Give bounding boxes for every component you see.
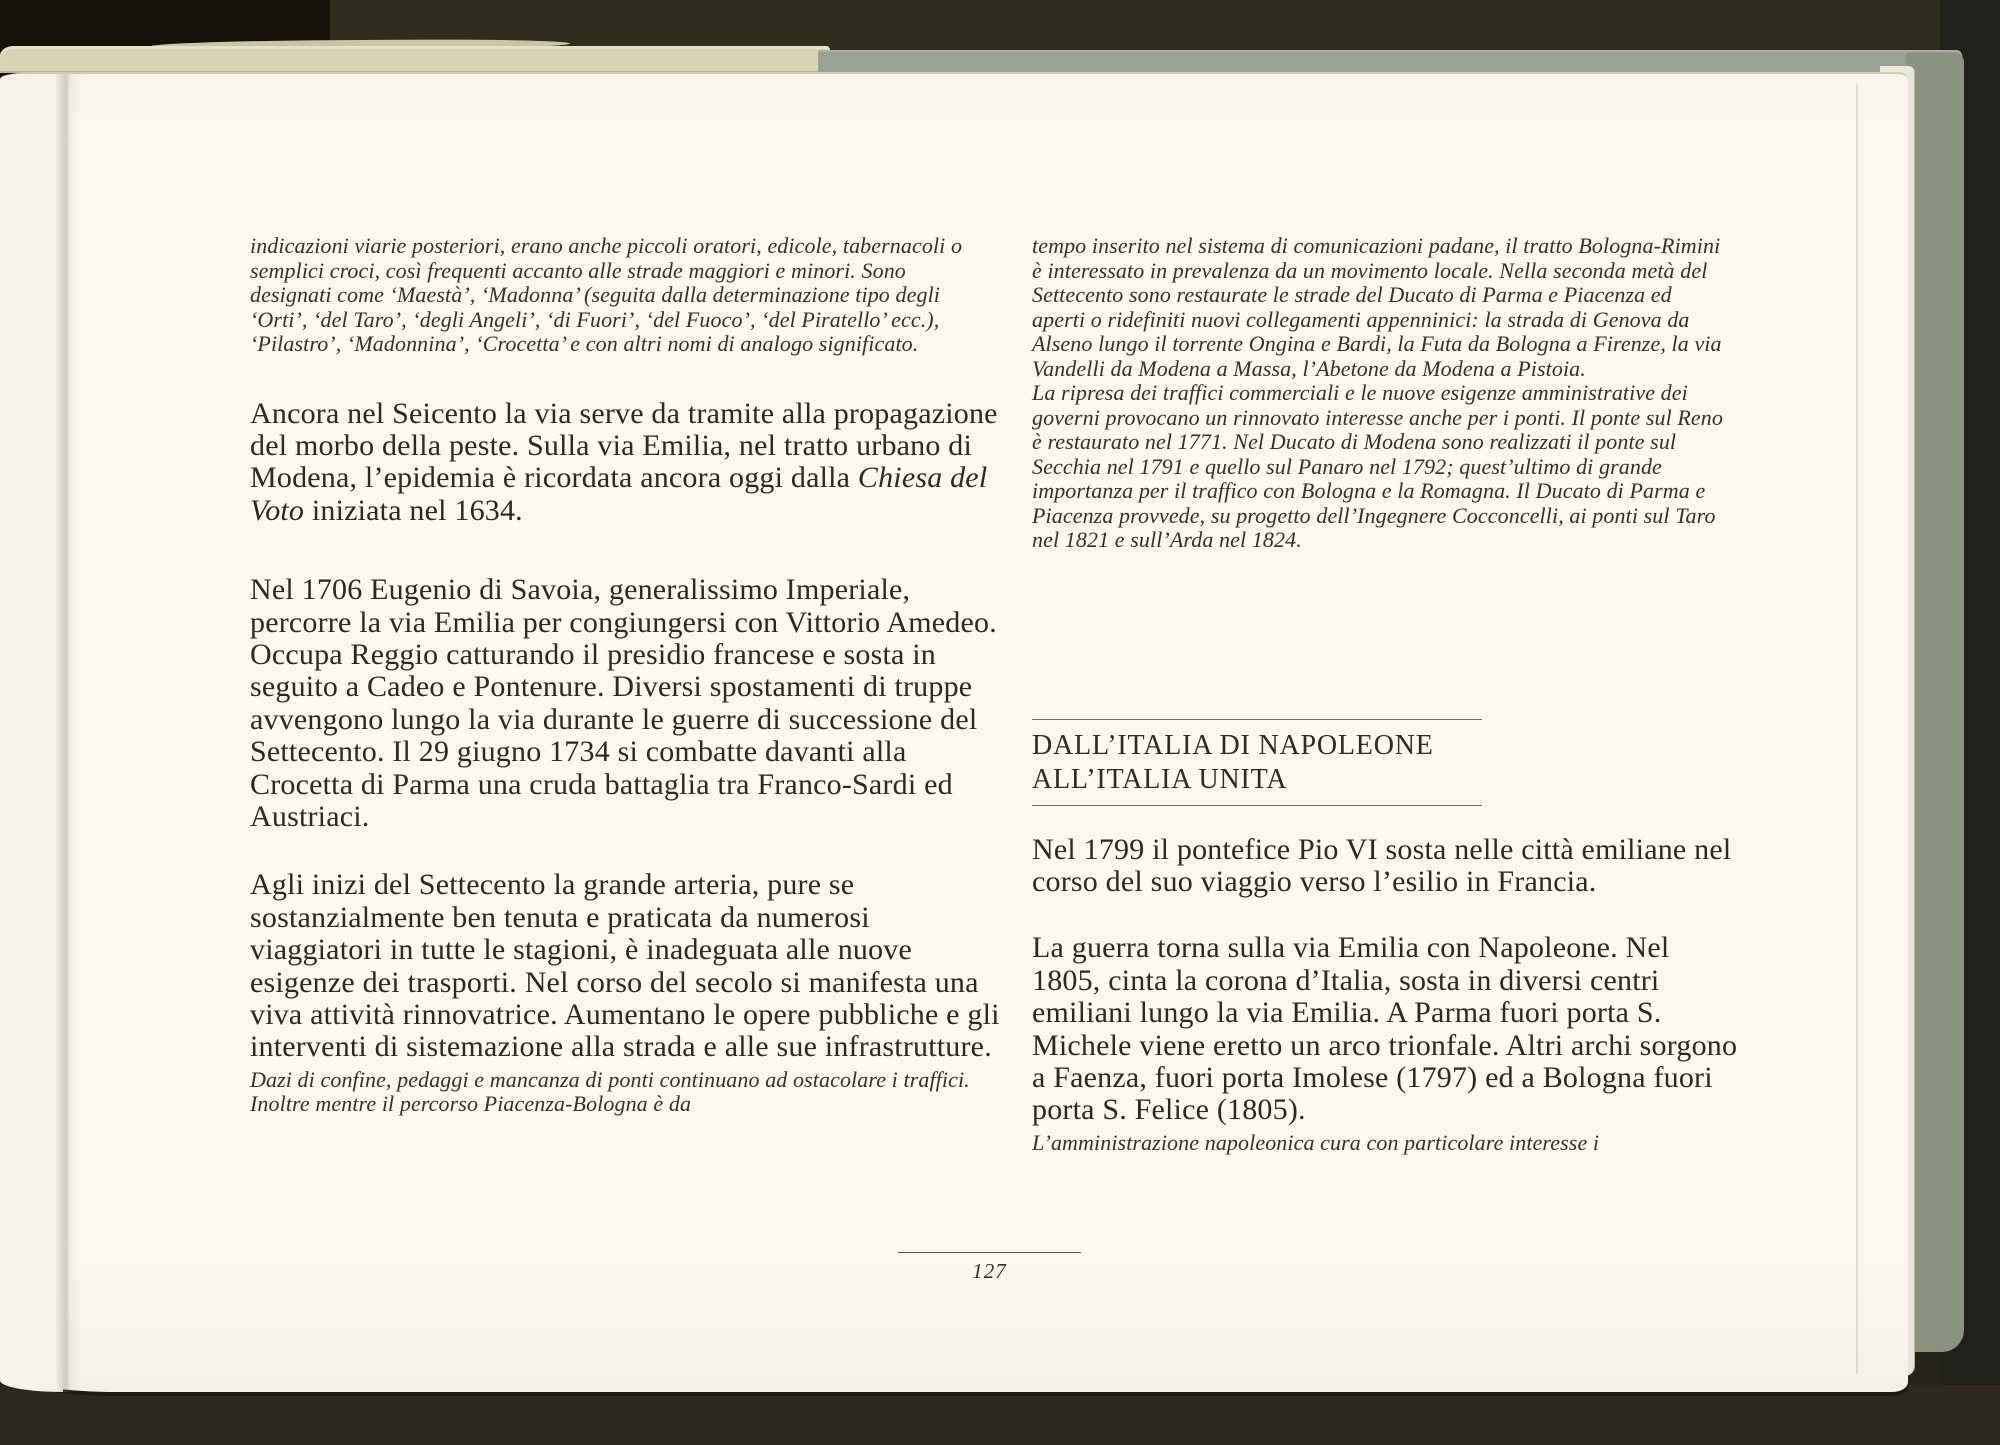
paragraph-1799: Nel 1799 il pontefice Pio VI sosta nelle città emiliane nel corso del suo viaggio verso l’esilio in Francia. [1032,832,1732,898]
paragraph-settecento: Agli inizi del Settecento la grande arteria, pure se sostanzialmente ben tenuta e praticata da numerosi viaggiatori in tutte le stagioni, è inadeguata alle nuove esigenze dei trasporti. Nel corso del secolo si manifesta una viva attività rinnovatrice. Aumentano le opere pubbliche e gli interventi di sistemazione alla strada e alle sue infrastrutture. [250,868,1000,1064]
paragraph-1706: Nel 1706 Eugenio di Savoia, generalissimo Imperiale, percorre la via Emilia per congiungersi con Vittorio Amedeo. Occupa Reggio catturando il presidio francese e sosta in seguito a Cadeo e Pontenure. Diversi spostamenti di truppe avvengono lungo la via durante le guerre di successione del Settecento. Il 29 giugno 1734 si combatte davanti alla Crocetta di Parma una cruda battaglia tra Franco-Sardi ed Austriaci. [250,573,997,833]
page-stack-top-edge [0,46,830,73]
sidenote-top-right-1: tempo inserito nel sistema di comunicazioni padane, il tratto Bologna-Rimini è interessato in prevalenza da un movimento locale. Nella seconda metà del Settecento sono restaurate le strade del Ducato di Parma e Piacenza ed aperti o ridefiniti nuovi collegamenti appenninici: la strada di Genova da Alseno lungo il torrente Ongina e Bardi, la Futa da Bologna a Firenze, la via Vandelli da Modena a Massa, l’Abetone da Modena a Pistoia. [1032,233,1722,381]
section-heading-line-1: DALL’ITALIA DI NAPOLEONE [1032,729,1434,761]
section-heading [1032,719,1482,806]
paragraph-seicento [250,398,1007,528]
page-number-block [898,1252,1081,1284]
page-number: 127 [972,1259,1007,1283]
book-page [0,72,1908,1392]
page-gutter-crease [55,74,81,1392]
book-cover-right-edge [1906,52,1964,1352]
paragraph-seicento-italic: Chiesa del Voto [250,461,988,527]
sidenote-bottom-left: Dazi di confine, pedaggi e mancanza di ponti continuano ad ostacolare i traffici. Inoltre mentre il percorso Piacenza-Bologna è da [250,1066,970,1117]
page-edge-faint-line [1856,84,1858,1374]
backdrop-bottom-band [0,1385,2000,1445]
column-right [1032,234,1742,1155]
paragraph-napoleone: La guerra torna sulla via Emilia con Napoleone. Nel 1805, cinta la corona d’Italia, sosta in diversi centri emiliani lungo la via Emilia. A Parma fuori porta S. Michele viene eretto un arco trionfale. Altri archi sorgono a Faenza, fuori porta Imolese (1797) ed a Bologna fuori porta S. Felice (1805). [1032,931,1738,1127]
gutter-left-page-surface [0,74,63,1392]
paragraph-seicento-before: Ancora nel Seicento la via serve da tramite alla propagazione del morbo della peste. Sulla via Emilia, nel tratto urbano di Modena, l’epidemia è ricordata ancora oggi dalla [250,396,998,495]
sidenote-top-left: indicazioni viarie posteriori, erano anche piccoli oratori, edicole, tabernacoli o semplici croci, così frequenti accanto alle strade maggiori e minori. Sono designati come ‘Maestà’, ‘Madonna’ (seguita dalla determinazione tipo degli ‘Orti’, ‘del Taro’, ‘degli Angeli’, ‘di Fuori’, ‘del Fuoco’, ‘del Piratello’ ecc.), ‘Pilastro’, ‘Madonnina’, ‘Crocetta’ e con altri nomi di analogo significato. [250,233,963,356]
sidenote-bottom-right: L’amministrazione napoleonica cura con particolare interesse i [1032,1129,1600,1155]
book-cover-top-edge [818,50,1962,74]
paragraph-seicento-after: iniziata nel 1634. [304,493,523,527]
sidenote-top-right-2: La ripresa dei traffici commerciali e le nuove esigenze amministrative dei governi provocano un rinnovato interesse anche per i ponti. Il ponte sul Reno è restaurato nel 1771. Nel Ducato di Modena sono realizzati il ponte sul Secchia nel 1791 e quello sul Panaro nel 1792; quest’ultimo di grande importanza per il traffico con Bologna e la Romagna. Il Ducato di Parma e Piacenza provvede, su progetto dell’Ingegnere Cocconcelli, ai ponti sul Taro nel 1821 e sull’Arda nel 1824. [1032,380,1723,552]
column-left [250,234,1007,1117]
section-heading-line-2: ALL’ITALIA UNITA [1032,763,1288,795]
